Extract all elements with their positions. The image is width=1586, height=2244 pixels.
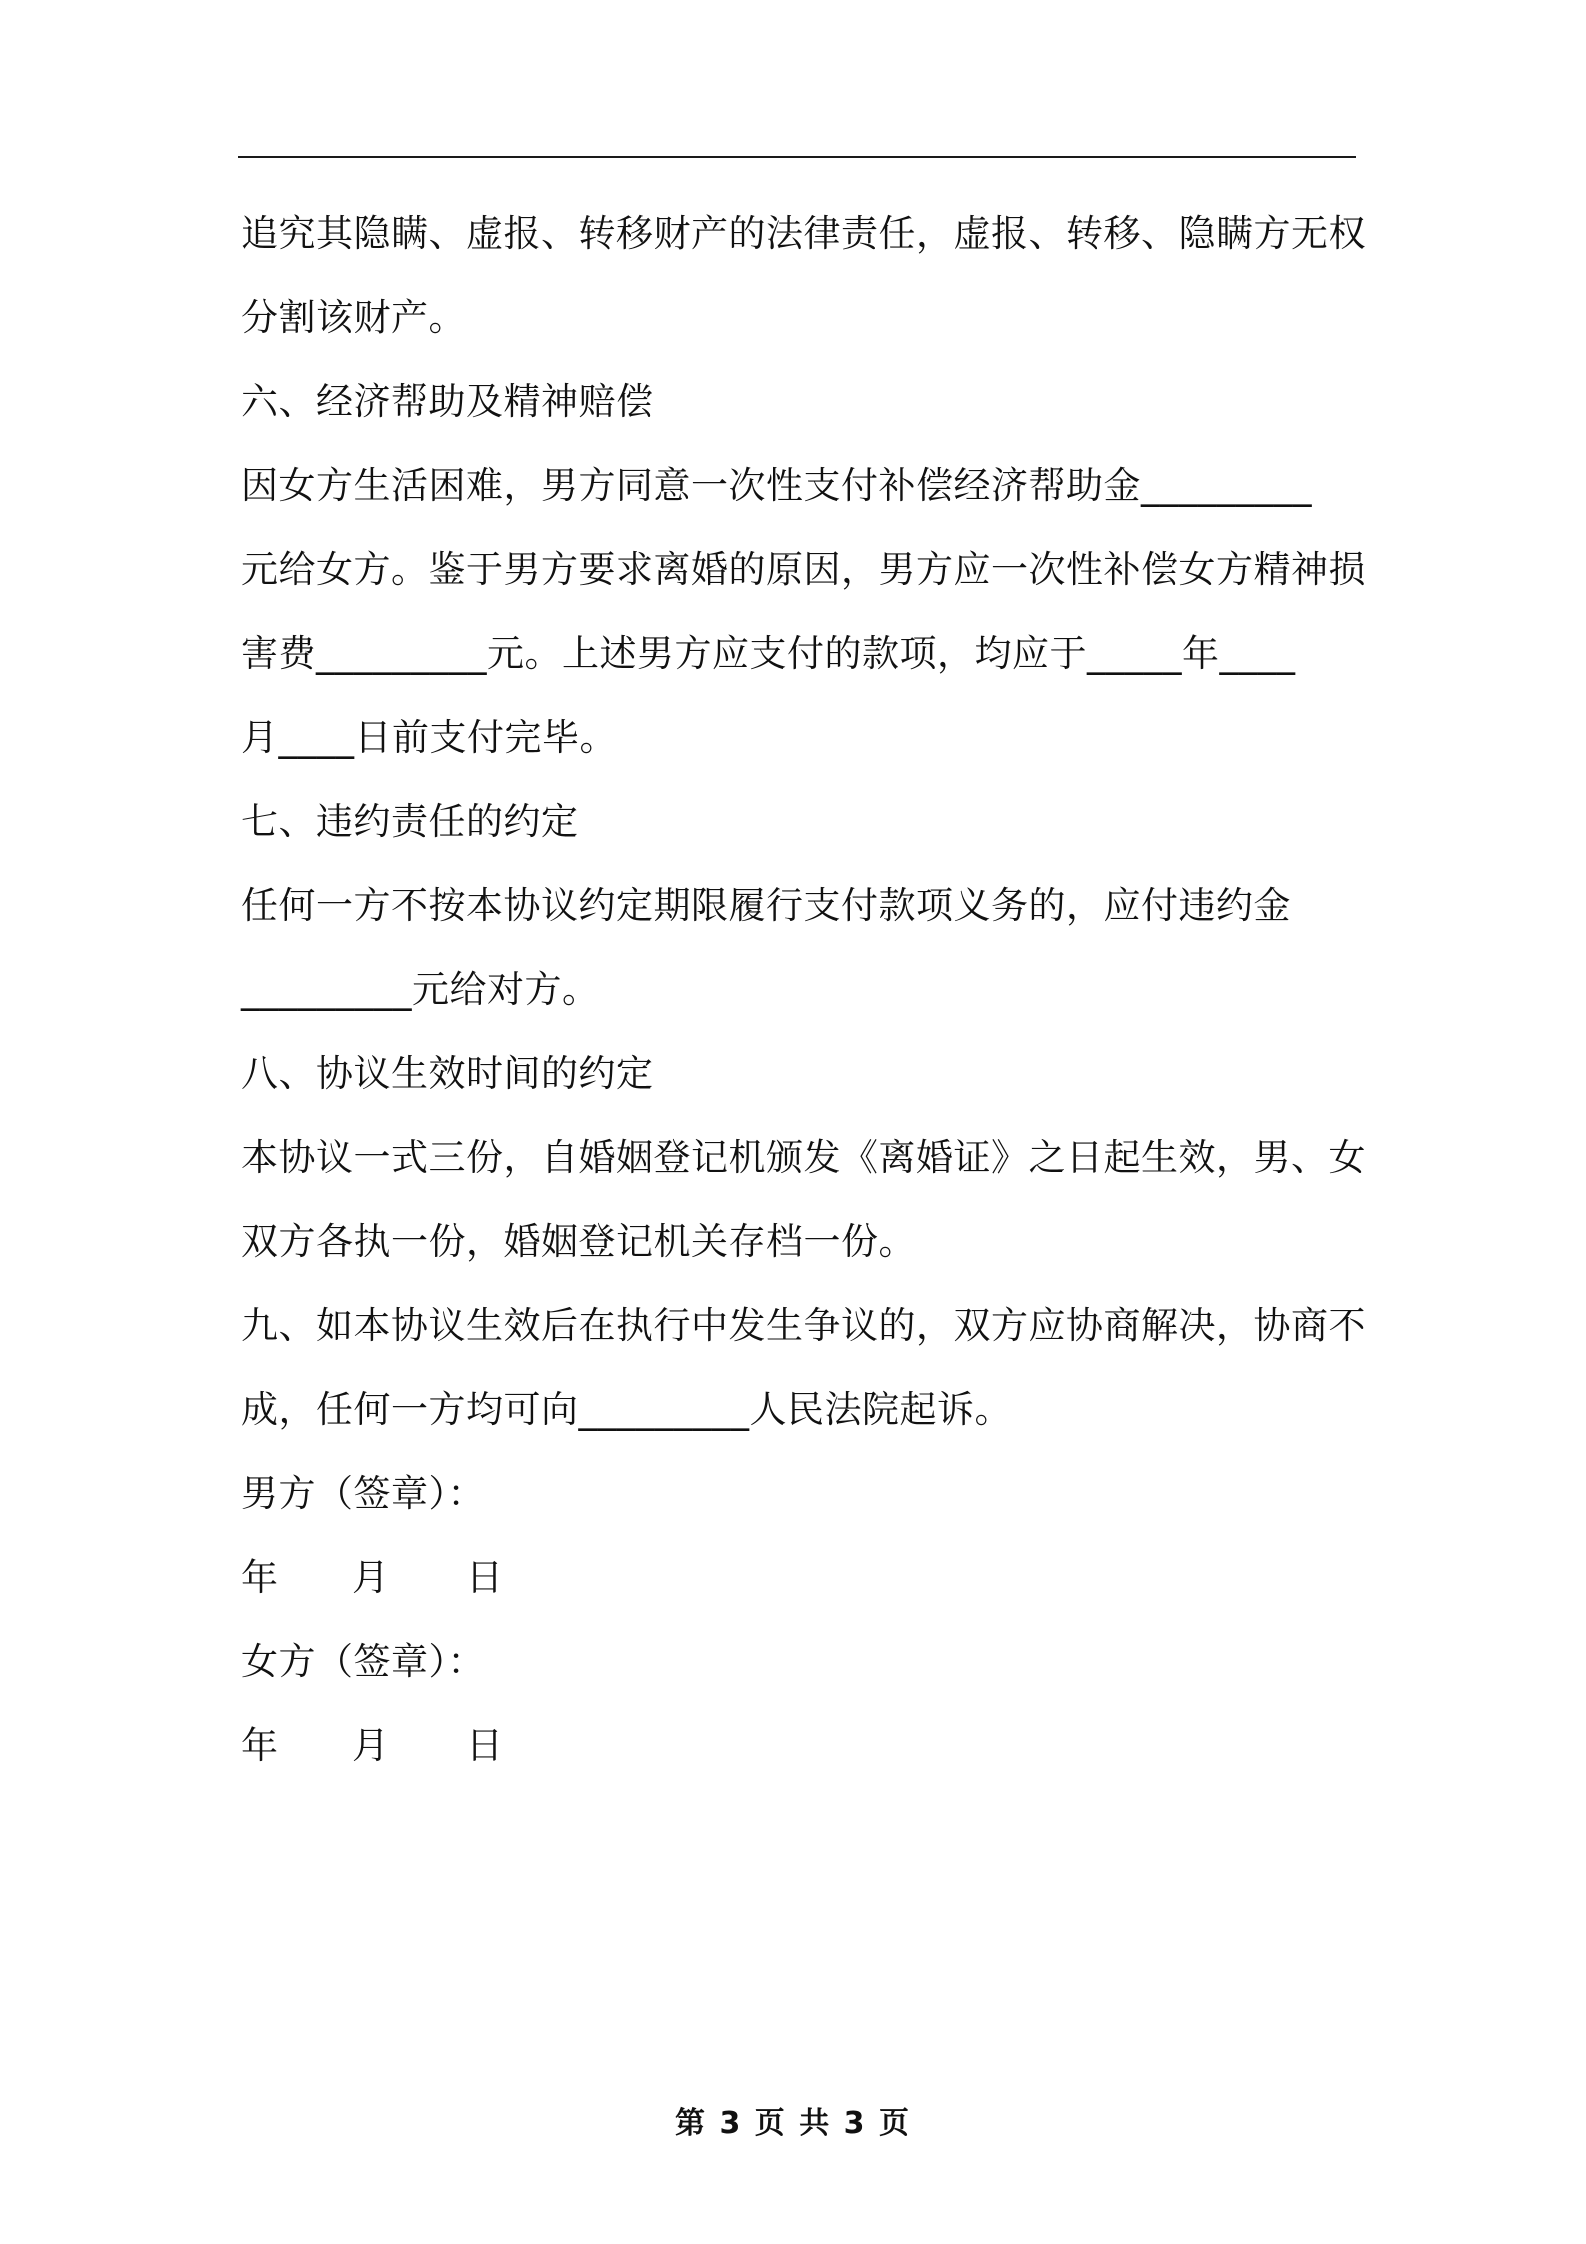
section-heading: 八、协议生效时间的约定: [241, 1052, 654, 1095]
paragraph-line: 任何一方不按本协议约定期限履行支付款项义务的，应付违约金: [241, 884, 1291, 927]
page-number-footer: 第 3 页 共 3 页: [675, 2106, 911, 2141]
section-heading: 六、经济帮助及精神赔偿: [241, 380, 654, 423]
male-signature-date: [241, 1536, 1356, 1620]
date-day-label: 日: [466, 1556, 503, 1599]
date-year-label: 年: [241, 1724, 278, 1767]
date-day-label: 日: [466, 1724, 503, 1767]
paragraph-line: 元给女方。鉴于男方要求离婚的原因，男方应一次性补偿女方精神损: [241, 548, 1366, 591]
paragraph-line: _________元给对方。: [241, 968, 600, 1011]
paragraph-line: 双方各执一份，婚姻登记机关存档一份。: [241, 1220, 916, 1263]
paragraph-line: 分割该财产。: [241, 296, 466, 339]
date-month-label: 月: [352, 1724, 389, 1767]
paragraph-line: 月____日前支付完毕。: [241, 716, 617, 759]
paragraph-line: 因女方生活困难，男方同意一次性支付补偿经济帮助金_________: [241, 464, 1312, 507]
section-heading: 七、违约责任的约定: [241, 800, 579, 843]
paragraph-line: 害费_________元。上述男方应支付的款项，均应于_____年____: [241, 632, 1296, 675]
paragraph-line: 九、如本协议生效后在执行中发生争议的，双方应协商解决，协商不: [241, 1304, 1366, 1347]
date-year-label: 年: [241, 1556, 278, 1599]
paragraph-line: 成，任何一方均可向_________人民法院起诉。: [241, 1388, 1012, 1431]
female-signature-label: 女方（签章）：: [241, 1640, 485, 1683]
paragraph-line: 本协议一式三份，自婚姻登记机颁发《离婚证》之日起生效，男、女: [241, 1136, 1366, 1179]
header-rule: [238, 156, 1356, 158]
paragraph-line: 追究其隐瞒、虚报、转移财产的法律责任，虚报、转移、隐瞒方无权: [241, 212, 1366, 255]
date-month-label: 月: [352, 1556, 389, 1599]
male-signature-label: 男方（签章）：: [241, 1472, 485, 1515]
female-signature-date: [241, 1704, 1356, 1788]
document-body: [241, 192, 1366, 1788]
